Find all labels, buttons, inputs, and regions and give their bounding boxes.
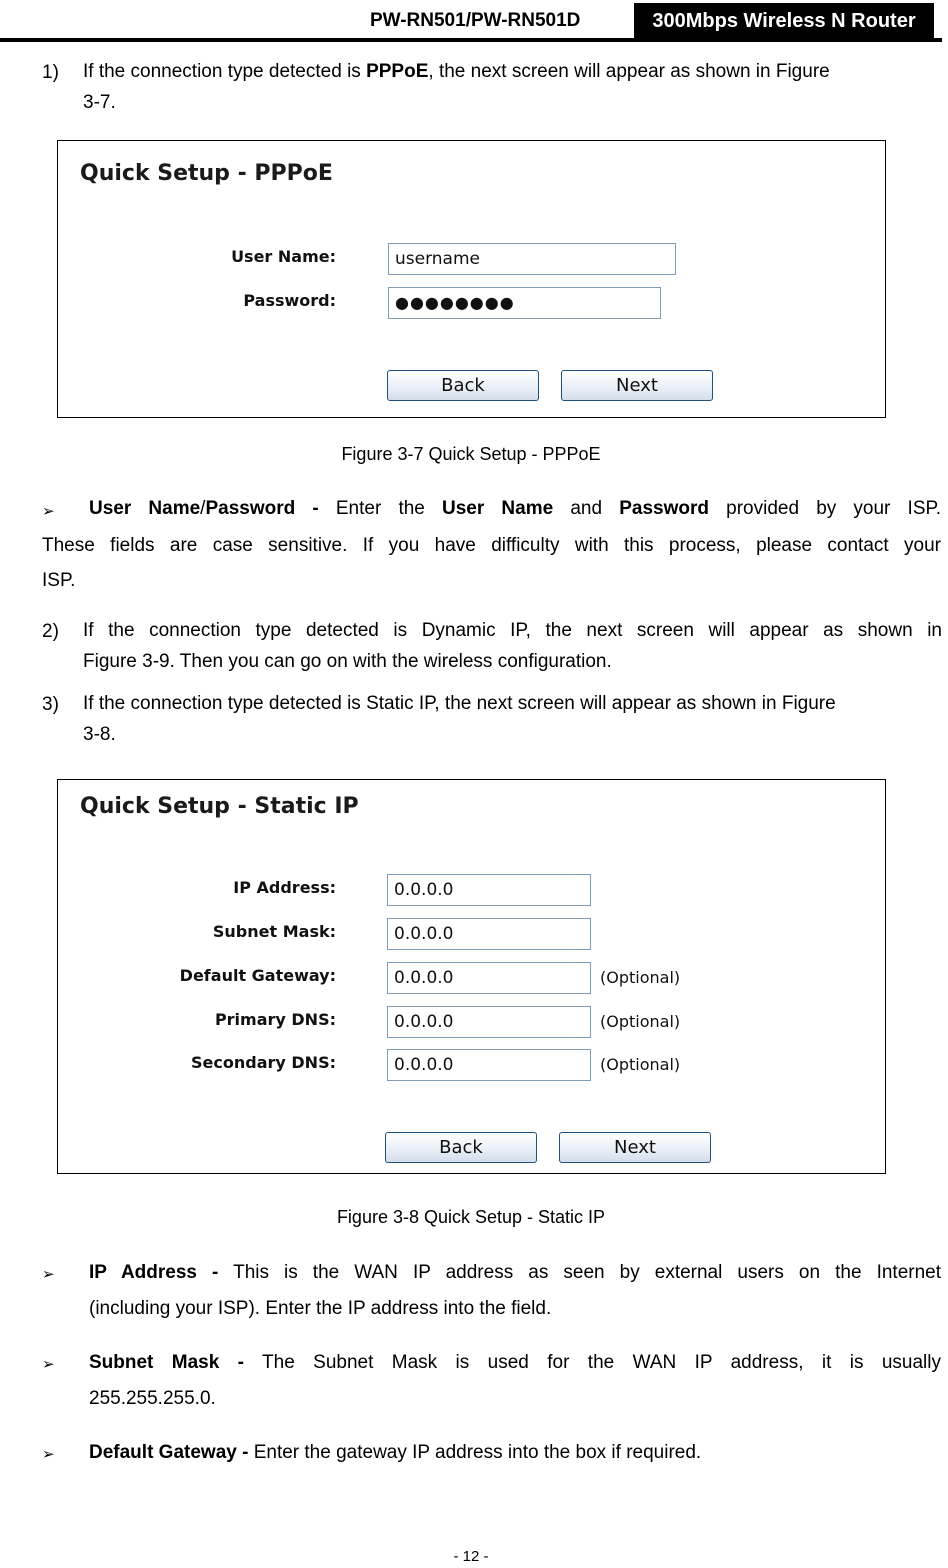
step2-number: 2) bbox=[42, 621, 59, 642]
figure-3-7-caption: Figure 3-7 Quick Setup - PPPoE bbox=[341, 444, 601, 464]
username-label: User Name: bbox=[231, 247, 336, 266]
step1-text: If the connection type detected is PPPoE, the next screen will appear as shown in Figure 3-7. bbox=[83, 61, 830, 113]
ip-address-label: IP Address: bbox=[233, 878, 336, 897]
static-ip-title: Quick Setup - Static IP bbox=[80, 794, 359, 819]
figure-3-8-caption: Figure 3-8 Quick Setup - Static IP bbox=[336, 1207, 606, 1227]
pppoe-screenshot bbox=[57, 140, 886, 418]
default-gateway-field[interactable]: 0.0.0.0 bbox=[387, 962, 591, 994]
bullet-user-line2: These fields are case sensitive. If you have difficulty with this process, please contact your bbox=[42, 535, 941, 556]
pppoe-back-button[interactable]: Back bbox=[387, 370, 539, 401]
primary-dns-label: Primary DNS: bbox=[214, 1010, 336, 1029]
password-label: Password: bbox=[243, 291, 336, 310]
pppoe-title: Quick Setup - PPPoE bbox=[80, 161, 333, 186]
header-rule bbox=[0, 38, 942, 42]
bullet-ip-text: IP Address - This is the WAN IP address as seen by external users on the Internet (including your ISP). Enter the IP address into the field. bbox=[89, 1262, 941, 1319]
bullet-gateway-text: Default Gateway - Enter the gateway IP address into the box if required. bbox=[89, 1442, 702, 1463]
secondary-dns-field[interactable]: 0.0.0.0 bbox=[387, 1049, 591, 1081]
header-product: 300Mbps Wireless N Router bbox=[634, 3, 934, 39]
secondary-dns-label: Secondary DNS: bbox=[191, 1053, 336, 1072]
default-gateway-label: Default Gateway: bbox=[179, 966, 336, 985]
primary-dns-optional: (Optional) bbox=[600, 1012, 681, 1031]
pppoe-next-button[interactable]: Next bbox=[561, 370, 713, 401]
bullet-marker: ➢ bbox=[42, 503, 55, 520]
step2-text: If the connection type detected is Dynamic IP, the next screen will appear as shown in Figure 3-9. Then you can go on with the wireless configuration. bbox=[83, 620, 942, 672]
page-number: - 12 - bbox=[453, 1548, 489, 1565]
subnet-mask-label: Subnet Mask: bbox=[212, 922, 336, 941]
header-model: PW-RN501/PW-RN501D bbox=[370, 10, 581, 31]
step1-number: 1) bbox=[42, 62, 59, 83]
default-gateway-optional: (Optional) bbox=[600, 968, 681, 987]
password-field[interactable]: ●●●●●●●● bbox=[388, 287, 661, 319]
bullet-user-line3: ISP. bbox=[42, 570, 76, 591]
bullet-marker: ➢ bbox=[42, 1266, 55, 1283]
static-ip-screenshot bbox=[57, 779, 886, 1174]
bullet-marker: ➢ bbox=[42, 1356, 55, 1373]
bullet-mask-text: Subnet Mask - The Subnet Mask is used for the WAN IP address, it is usually 255.255.255.0. bbox=[89, 1352, 941, 1409]
ip-address-field[interactable]: 0.0.0.0 bbox=[387, 874, 591, 906]
primary-dns-field[interactable]: 0.0.0.0 bbox=[387, 1006, 591, 1038]
bullet-user-line1: User Name/Password - Enter the User Name and Password provided by your ISP. bbox=[89, 498, 941, 519]
secondary-dns-optional: (Optional) bbox=[600, 1055, 681, 1074]
step3-text: If the connection type detected is Static IP, the next screen will appear as shown in Figure 3-8. bbox=[83, 693, 836, 745]
static-next-button[interactable]: Next bbox=[559, 1132, 711, 1163]
static-back-button[interactable]: Back bbox=[385, 1132, 537, 1163]
username-field[interactable]: username bbox=[388, 243, 676, 275]
subnet-mask-field[interactable]: 0.0.0.0 bbox=[387, 918, 591, 950]
step3-number: 3) bbox=[42, 694, 59, 715]
bullet-marker: ➢ bbox=[42, 1446, 55, 1463]
